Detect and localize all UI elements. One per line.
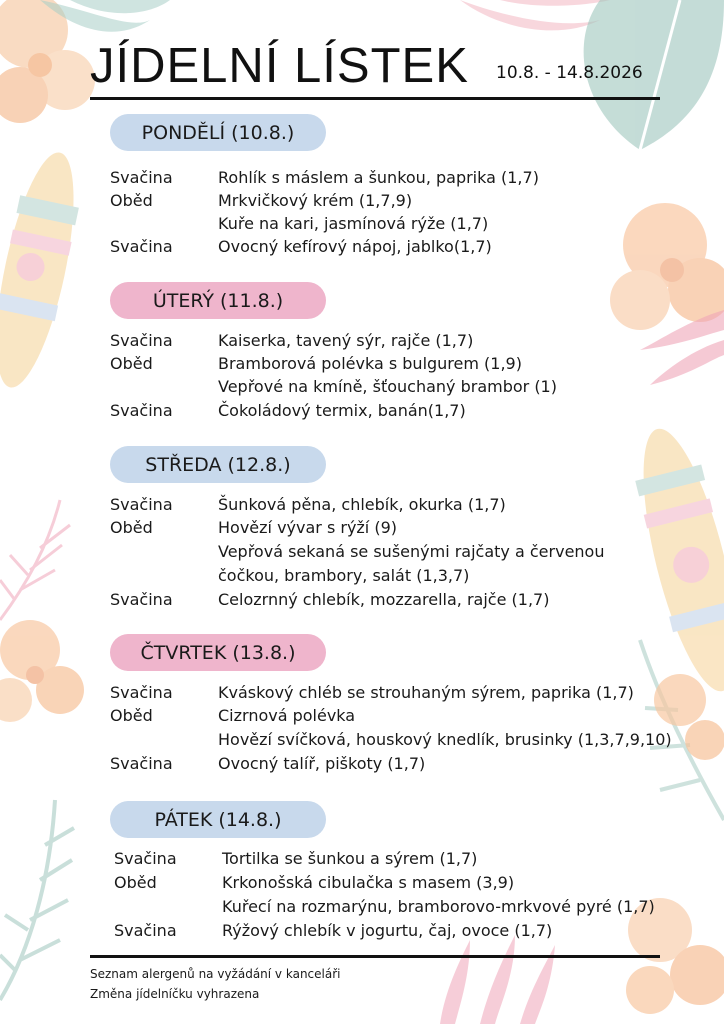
meal-description: Kváskový chléb se strouhaným sýrem, paprika (1,7)	[218, 683, 634, 702]
meal-label: Svačina	[110, 401, 173, 420]
meal-label: Svačina	[110, 683, 173, 702]
page-title: JÍDELNÍ LÍSTEK	[90, 39, 469, 93]
meal-label: Svačina	[114, 849, 177, 868]
pink-leaf-icon	[440, 935, 555, 1024]
fern-leaf-icon	[0, 800, 74, 1000]
meal-description: Tortilka se šunkou a sýrem (1,7)	[222, 849, 478, 868]
meal-label: Oběd	[110, 191, 153, 210]
meal-description: čočkou, brambory, salát (1,3,7)	[218, 566, 470, 585]
meal-label: Svačina	[110, 495, 173, 514]
meal-label: Oběd	[114, 873, 157, 892]
week-dates: 10.8. - 14.8.2026	[496, 63, 643, 83]
meal-description: Bramborová polévka s bulgurem (1,9)	[218, 354, 522, 373]
surfboard-icon	[0, 146, 89, 393]
divider	[90, 955, 660, 958]
hibiscus-icon	[610, 203, 724, 330]
meal-label: Oběd	[110, 518, 153, 537]
meal-label: Svačina	[110, 331, 173, 350]
meal-description: Čokoládový termix, banán(1,7)	[218, 401, 466, 420]
meal-description: Kuřecí na rozmarýnu, bramborovo-mrkvové pyré (1,7)	[222, 897, 655, 916]
surfboard-icon	[624, 421, 724, 699]
day-heading: PÁTEK (14.8.)	[110, 801, 326, 838]
meal-label: Oběd	[110, 354, 153, 373]
day-heading: ČTVRTEK (13.8.)	[110, 634, 326, 671]
meal-label: Svačina	[114, 921, 177, 940]
divider	[90, 97, 660, 100]
meal-description: Cizrnová polévka	[218, 706, 356, 725]
meal-label: Svačina	[110, 168, 173, 187]
allergen-note: Seznam alergenů na vyžádání v kanceláři	[90, 967, 341, 981]
fern-leaf-icon	[0, 500, 70, 620]
meal-label: Svačina	[110, 754, 173, 773]
meal-description: Hovězí svíčková, houskový knedlík, brusinky (1,3,7,9,10)	[218, 730, 672, 749]
meal-description: Vepřová sekaná se sušenými rajčaty a červenou	[218, 542, 605, 561]
day-heading: PONDĚLÍ (10.8.)	[110, 114, 326, 151]
meal-label: Oběd	[110, 706, 153, 725]
meal-description: Mrkvičkový krém (1,7,9)	[218, 191, 413, 210]
meal-description: Kuře na kari, jasmínová rýže (1,7)	[218, 214, 489, 233]
day-heading: ÚTERÝ (11.8.)	[110, 282, 326, 319]
meal-description: Kaiserka, tavený sýr, rajče (1,7)	[218, 331, 474, 350]
meal-label: Svačina	[110, 590, 173, 609]
meal-description: Ovocný talíř, piškoty (1,7)	[218, 754, 426, 773]
flower-icon	[0, 620, 84, 722]
change-note: Změna jídelníčku vyhrazena	[90, 987, 260, 1001]
meal-description: Šunková pěna, chlebík, okurka (1,7)	[218, 495, 506, 514]
meal-description: Ovocný kefírový nápoj, jablko(1,7)	[218, 237, 492, 256]
meal-description: Vepřové na kmíně, šťouchaný brambor (1)	[218, 377, 557, 396]
meal-description: Rýžový chlebík v jogurtu, čaj, ovoce (1,7)	[222, 921, 553, 940]
meal-description: Celozrnný chlebík, mozzarella, rajče (1,7)	[218, 590, 550, 609]
meal-description: Krkonošská cibulačka s masem (3,9)	[222, 873, 515, 892]
meal-label: Svačina	[110, 237, 173, 256]
meal-description: Hovězí vývar s rýží (9)	[218, 518, 397, 537]
meal-description: Rohlík s máslem a šunkou, paprika (1,7)	[218, 168, 539, 187]
flower-icon	[626, 674, 724, 1014]
day-heading: STŘEDA (12.8.)	[110, 446, 326, 483]
